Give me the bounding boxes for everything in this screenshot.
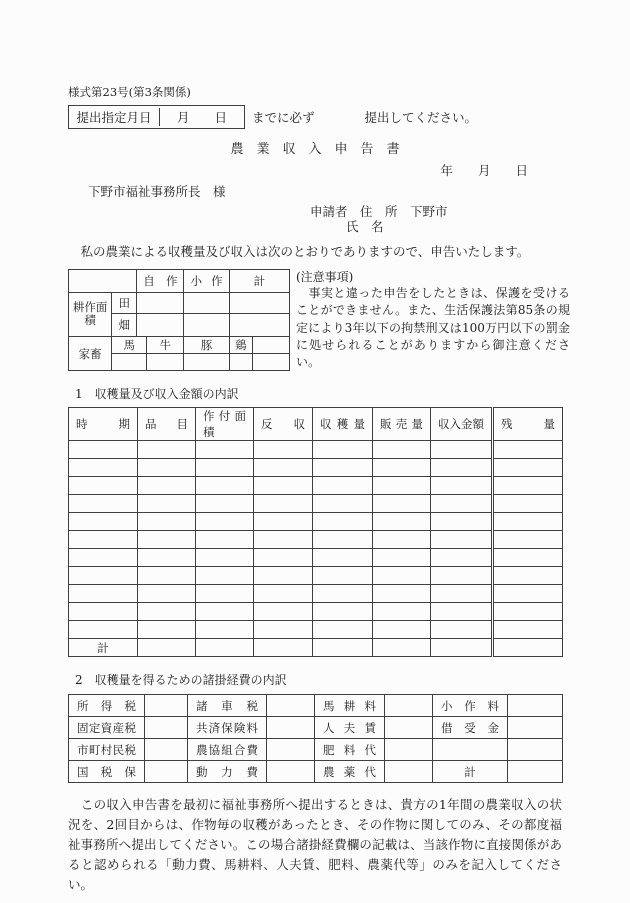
harvest-empty-cell: [138, 549, 196, 567]
expense-value-cell: [145, 695, 188, 717]
harvest-empty-cell: [373, 513, 431, 531]
expense-label: 諸車税: [188, 695, 267, 717]
harvest-empty-cell: [493, 585, 563, 603]
expense-label: 固定資産税: [69, 717, 145, 739]
harvest-empty-cell: [69, 531, 138, 549]
harvest-empty-cell: [431, 585, 493, 603]
harvest-total-value-cell: [138, 639, 196, 657]
extra-value-cell: [252, 354, 289, 371]
harvest-empty-cell: [313, 567, 373, 585]
harvest-col-header: 残量: [493, 408, 563, 441]
section2-heading: 2 収穫量を得るための諸掛経費の内訳: [75, 673, 287, 688]
harvest-empty-cell: [69, 585, 138, 603]
harvest-empty-cell: [493, 459, 563, 477]
harvest-empty-cell: [373, 621, 431, 639]
expense-label: 借受金: [433, 717, 508, 739]
harvest-empty-cell: [69, 621, 138, 639]
submit-deadline-date-field: 月 日: [176, 110, 227, 125]
expense-label: 計: [433, 761, 508, 783]
date-line: 年 月 日: [440, 163, 528, 178]
harvest-empty-cell: [69, 441, 138, 459]
harvest-col-header: 収入金額: [431, 408, 493, 441]
summary-table: [68, 269, 290, 371]
harvest-total-label: 計: [69, 639, 138, 657]
harvest-empty-cell: [373, 441, 431, 459]
animal-cow-label: 牛: [147, 336, 184, 353]
harvest-empty-cell: [373, 585, 431, 603]
expense-label: 農薬代: [315, 761, 385, 783]
expense-label: 農協組合費: [188, 739, 267, 761]
harvest-empty-cell: [313, 441, 373, 459]
summary-col-own: 自作: [137, 270, 184, 293]
harvest-empty-cell: [196, 459, 254, 477]
harvest-empty-cell: [69, 549, 138, 567]
harvest-empty-cell: [138, 585, 196, 603]
harvest-empty-cell: [69, 459, 138, 477]
harvest-empty-cell: [69, 477, 138, 495]
harvest-empty-cell: [196, 621, 254, 639]
harvest-col-header: 販売量: [373, 408, 431, 441]
harvest-empty-cell: [493, 603, 563, 621]
harvest-empty-cell: [431, 441, 493, 459]
harvest-empty-cell: [254, 585, 313, 603]
submit-deadline-label: 提出指定月日: [69, 108, 160, 126]
harvest-empty-cell: [138, 495, 196, 513]
expense-value-cell: [145, 717, 188, 739]
harvest-col-header: 作付面積: [196, 408, 254, 441]
summary-col-total: 計: [229, 270, 289, 293]
paddy-tenant-cell: [184, 292, 229, 314]
field-own-cell: [137, 314, 184, 337]
harvest-empty-cell: [69, 603, 138, 621]
harvest-empty-cell: [196, 567, 254, 585]
harvest-empty-cell: [138, 603, 196, 621]
harvest-empty-cell: [493, 477, 563, 495]
form-number: 様式第23号(第3条関係): [68, 85, 191, 99]
harvest-empty-cell: [493, 567, 563, 585]
expense-value-cell: [508, 761, 563, 783]
horse-value-cell: [112, 354, 147, 371]
addressee-line: 下野市福祉事務所長 様: [88, 184, 226, 199]
harvest-table-body: [69, 408, 563, 657]
expense-value-cell: [508, 717, 563, 739]
harvest-empty-cell: [196, 513, 254, 531]
harvest-empty-cell: [431, 477, 493, 495]
harvest-col-header: 品目: [138, 408, 196, 441]
footer-instructions: この収入申告書を最初に福祉事務所へ提出するときは、貴方の1年間の農業収入の状況を、2回目からは、作物毎の収穫があったとき、その作物に関してのみ、その都度福祉事務所へ提出してください。この場合諸掛経費欄の記載は、当該作物に直接関係があると認められる「動力費、馬耕料、人夫賃、肥料、農薬代等」のみを記入してください。: [68, 797, 562, 893]
cow-value-cell: [147, 354, 184, 371]
harvest-empty-cell: [196, 603, 254, 621]
harvest-empty-cell: [313, 603, 373, 621]
harvest-empty-cell: [196, 531, 254, 549]
harvest-empty-cell: [313, 531, 373, 549]
summary-and-notes: [68, 269, 570, 371]
livestock-label: 家畜: [69, 336, 112, 371]
paddy-own-cell: [137, 292, 184, 314]
paddy-label: 田: [112, 292, 137, 314]
expense-value-cell: [145, 761, 188, 783]
expense-value-cell: [385, 739, 433, 761]
harvest-empty-cell: [138, 513, 196, 531]
expense-value-cell: [385, 717, 433, 739]
pig-value-cell: [184, 354, 229, 371]
expense-label: 共済保険料: [188, 717, 267, 739]
harvest-empty-cell: [138, 477, 196, 495]
harvest-table: [68, 407, 563, 657]
harvest-empty-cell: [431, 549, 493, 567]
harvest-empty-cell: [69, 513, 138, 531]
caution-title: (注意事項): [296, 270, 354, 284]
harvest-empty-cell: [493, 513, 563, 531]
harvest-empty-cell: [493, 531, 563, 549]
harvest-empty-cell: [493, 621, 563, 639]
harvest-empty-cell: [431, 567, 493, 585]
harvest-total-value-cell: [196, 639, 254, 657]
harvest-empty-cell: [196, 495, 254, 513]
harvest-empty-cell: [431, 459, 493, 477]
harvest-empty-cell: [373, 495, 431, 513]
expense-value-cell: [385, 695, 433, 717]
animal-horse-label: 馬: [112, 336, 147, 353]
harvest-empty-cell: [313, 459, 373, 477]
harvest-col-header: 収穫量: [313, 408, 373, 441]
expense-label: 肥料代: [315, 739, 385, 761]
harvest-empty-cell: [373, 567, 431, 585]
harvest-empty-cell: [138, 531, 196, 549]
harvest-total-value-cell: [313, 639, 373, 657]
harvest-empty-cell: [431, 621, 493, 639]
field-total-cell: [229, 314, 289, 337]
harvest-empty-cell: [138, 459, 196, 477]
caution-body: 事実と違った申告をしたときは、保護を受けることができません。また、生活保護法第85条の規定により3年以下の拘禁刑又は100万円以下の罰金に処せられることがありますから御注意ください。: [296, 286, 570, 370]
expense-label: 人夫賃: [315, 717, 385, 739]
harvest-empty-cell: [69, 567, 138, 585]
harvest-col-header: 時期: [69, 408, 138, 441]
harvest-total-value-cell: [431, 639, 493, 657]
expense-value-cell: [267, 717, 315, 739]
expense-label: [433, 739, 508, 761]
harvest-empty-cell: [431, 513, 493, 531]
harvest-empty-cell: [373, 531, 431, 549]
harvest-empty-cell: [254, 531, 313, 549]
harvest-empty-cell: [138, 621, 196, 639]
harvest-empty-cell: [373, 477, 431, 495]
expense-value-cell: [267, 761, 315, 783]
expense-value-cell: [267, 695, 315, 717]
harvest-empty-cell: [138, 441, 196, 459]
caution-block: [296, 269, 570, 371]
field-tenant-cell: [184, 314, 229, 337]
harvest-empty-cell: [313, 477, 373, 495]
section1-heading: 1 収穫量及び収入金額の内訳: [75, 387, 239, 402]
harvest-total-value-cell: [493, 639, 563, 657]
harvest-empty-cell: [196, 549, 254, 567]
expense-value-cell: [385, 761, 433, 783]
harvest-total-value-cell: [254, 639, 313, 657]
harvest-empty-cell: [254, 513, 313, 531]
animal-pig-label: 豚: [184, 336, 229, 353]
form-title: 農 業 収 入 申 告 書: [230, 142, 400, 157]
harvest-empty-cell: [493, 549, 563, 567]
harvest-col-header: 反収: [254, 408, 313, 441]
expense-value-cell: [145, 739, 188, 761]
summary-col-tenant: 小作: [184, 270, 229, 293]
harvest-empty-cell: [254, 495, 313, 513]
harvest-empty-cell: [138, 567, 196, 585]
expense-label: 市町村民税: [69, 739, 145, 761]
harvest-empty-cell: [373, 549, 431, 567]
harvest-empty-cell: [254, 549, 313, 567]
submit-deadline-note: までに必ず 提出してください。: [252, 110, 478, 125]
submit-deadline-box: [68, 105, 245, 129]
harvest-empty-cell: [196, 477, 254, 495]
harvest-empty-cell: [373, 603, 431, 621]
expenses-table-body: [69, 695, 563, 783]
harvest-empty-cell: [196, 585, 254, 603]
expense-value-cell: [508, 695, 563, 717]
summary-corner-cell: [69, 270, 137, 293]
expense-value-cell: [508, 739, 563, 761]
declaration-sentence: 私の農業による収穫量及び収入は次のとおりでありますので、申告いたします。: [68, 244, 530, 259]
harvest-empty-cell: [196, 441, 254, 459]
field-label: 畑: [112, 314, 137, 337]
chicken-value-cell: [229, 354, 252, 371]
applicant-address-line: 申請者 住 所 下野市: [310, 204, 448, 219]
harvest-empty-cell: [254, 603, 313, 621]
harvest-empty-cell: [254, 477, 313, 495]
applicant-name-line: 氏 名: [346, 219, 384, 234]
harvest-empty-cell: [313, 513, 373, 531]
paddy-total-cell: [229, 292, 289, 314]
expenses-table: [68, 694, 563, 783]
harvest-empty-cell: [431, 603, 493, 621]
expense-label: 馬耕料: [315, 695, 385, 717]
expense-label: 小作料: [433, 695, 508, 717]
expense-label: 所得税: [69, 695, 145, 717]
submit-deadline-row: [68, 105, 562, 129]
harvest-total-value-cell: [373, 639, 431, 657]
harvest-empty-cell: [313, 585, 373, 603]
harvest-empty-cell: [254, 621, 313, 639]
harvest-empty-cell: [254, 567, 313, 585]
harvest-empty-cell: [493, 441, 563, 459]
harvest-empty-cell: [313, 621, 373, 639]
cultivation-area-label: 耕作面積: [69, 292, 112, 336]
harvest-empty-cell: [313, 495, 373, 513]
harvest-empty-cell: [431, 531, 493, 549]
harvest-empty-cell: [313, 549, 373, 567]
applicant-block: [68, 204, 562, 234]
harvest-empty-cell: [69, 495, 138, 513]
expense-value-cell: [267, 739, 315, 761]
harvest-empty-cell: [254, 459, 313, 477]
animal-extra-cell: [252, 336, 289, 353]
animal-chicken-label: 鶏: [229, 336, 252, 353]
harvest-empty-cell: [373, 459, 431, 477]
expense-label: 国税保: [69, 761, 145, 783]
expense-label: 動力費: [188, 761, 267, 783]
harvest-empty-cell: [493, 495, 563, 513]
harvest-empty-cell: [431, 495, 493, 513]
harvest-empty-cell: [254, 441, 313, 459]
